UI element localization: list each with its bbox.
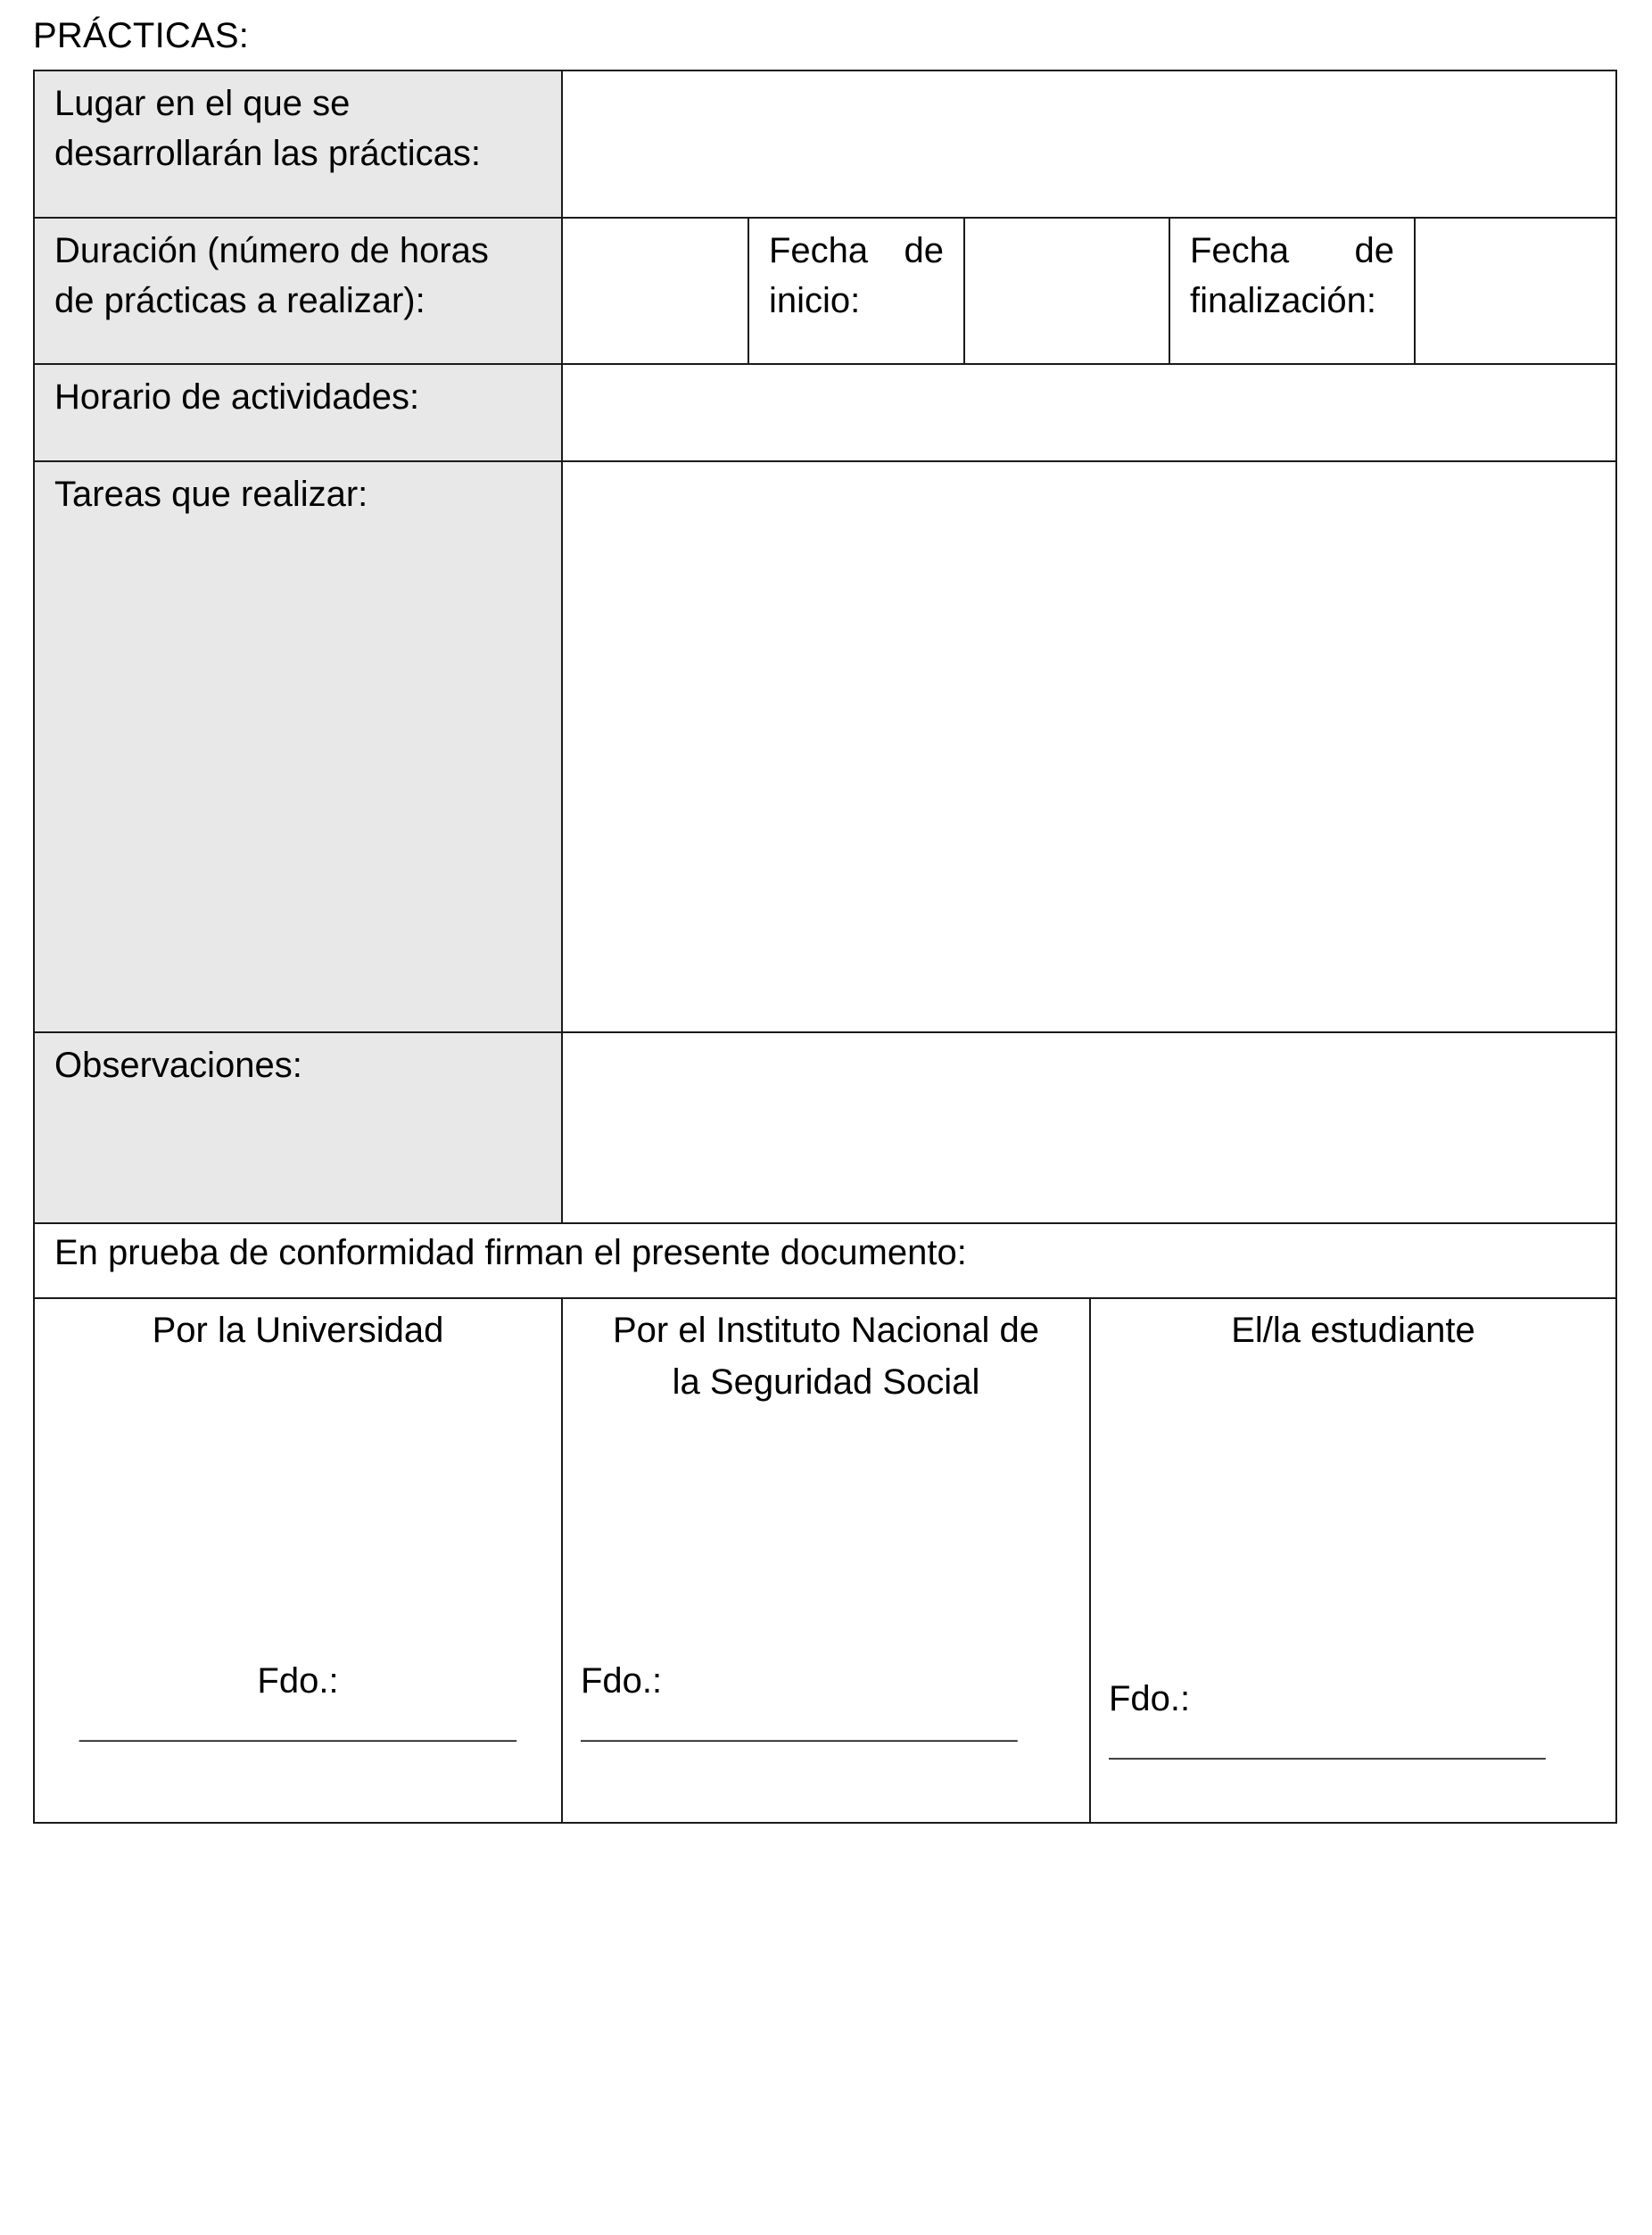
duracion-label-line2: de prácticas a realizar): [54, 281, 425, 320]
duracion-input-cell[interactable] [561, 217, 749, 365]
signature-estudiante-title: El/la estudiante [1231, 1311, 1475, 1350]
duracion-label-line1: Duración (número de horas [54, 231, 489, 270]
signature-inss-fdo: Fdo.: [581, 1661, 663, 1701]
signature-estudiante-line: ______________________ [1109, 1724, 1546, 1759]
fecha-inicio-label-line2: inicio: [769, 281, 861, 320]
fecha-inicio-label-cell [748, 217, 965, 365]
fecha-fin-input-cell[interactable] [1414, 217, 1617, 365]
signature-inss-line: ______________________ [581, 1706, 1018, 1742]
signature-inss-title-line2: la Seguridad Social [672, 1362, 980, 1402]
signature-estudiante-footer [1109, 1674, 1615, 1759]
fecha-fin-label-line1: Fecha de [1190, 231, 1394, 270]
horario-label-cell [33, 363, 563, 462]
tareas-label: Tareas que realizar: [54, 475, 368, 514]
tareas-input-cell[interactable] [561, 460, 1617, 1033]
observaciones-label-cell [33, 1031, 563, 1224]
section-heading: PRÁCTICAS: [33, 16, 250, 55]
observaciones-label: Observaciones: [54, 1046, 302, 1085]
lugar-input-cell[interactable] [561, 70, 1617, 219]
practicas-form-table [33, 70, 1617, 1824]
signature-inss-footer [581, 1656, 1089, 1742]
signature-universidad-cell[interactable] [33, 1297, 563, 1824]
fecha-fin-label-cell [1169, 217, 1416, 365]
lugar-label-line2: desarrollarán las prácticas: [54, 134, 481, 173]
tareas-label-cell [33, 460, 563, 1033]
lugar-label-line1: Lugar en el que se [54, 84, 351, 123]
signature-estudiante-fdo: Fdo.: [1109, 1679, 1191, 1718]
signature-universidad-title: Por la Universidad [152, 1311, 444, 1350]
signature-universidad-fdo: Fdo.: [257, 1661, 339, 1701]
signature-estudiante-cell[interactable] [1089, 1297, 1617, 1824]
observaciones-input-cell[interactable] [561, 1031, 1617, 1224]
signature-inss-cell[interactable] [561, 1297, 1091, 1824]
signature-inss-title-line1: Por el Instituto Nacional de [612, 1311, 1040, 1350]
fecha-inicio-label-line1: Fecha de [769, 231, 944, 270]
horario-label: Horario de actividades: [54, 377, 420, 417]
horario-input-cell[interactable] [561, 363, 1617, 462]
fecha-fin-label-line2: finalización: [1190, 281, 1377, 320]
duracion-label-cell [33, 217, 563, 365]
conformidad-text: En prueba de conformidad firman el presente documento: [54, 1233, 967, 1272]
conformidad-row [33, 1222, 1617, 1299]
signature-universidad-line: ______________________ [79, 1706, 516, 1742]
lugar-label-cell [33, 70, 563, 219]
signature-universidad-footer [35, 1656, 561, 1742]
fecha-inicio-input-cell[interactable] [963, 217, 1170, 365]
